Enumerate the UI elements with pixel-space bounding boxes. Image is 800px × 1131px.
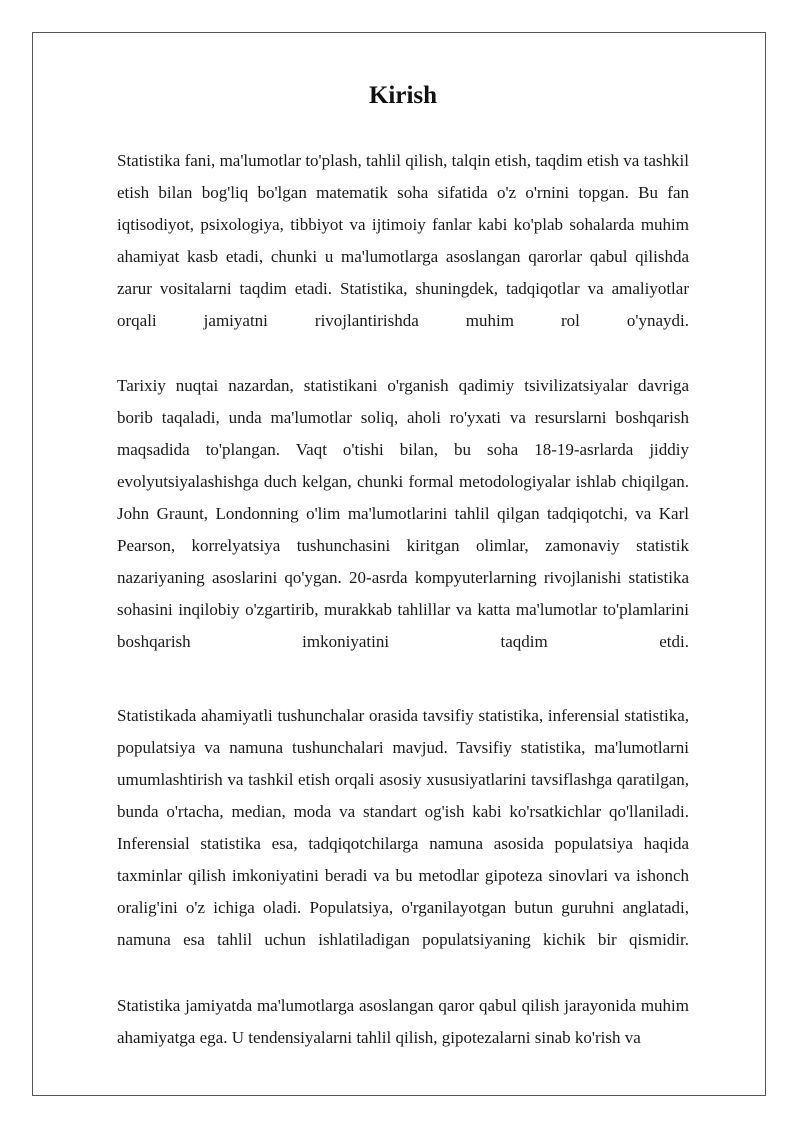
document-page (32, 32, 766, 1096)
paragraph-introduction: Statistika fani, ma'lumotlar to'plash, tahlil qilish, talqin etish, taqdim etish va tashkil etish bilan bog'liq bo'lgan matematik soha sifatida o'z o'rnini topgan. Bu fan iqtisodiyot, psixologiya, tibbiyot va ijtimoiy fanlar kabi ko'plab sohalarda muhim ahamiyat kasb etadi, chunki u ma'lumotlarga asoslangan qarorlar qabul qilishda zarur vositalarni taqdim etadi. Statistika, shuningdek, tadqiqotlar va amaliyotlar orqali jamiyatni rivojlantirishda muhim rol o'ynaydi. (117, 151, 689, 330)
document-title: Kirish (368, 82, 438, 109)
paragraph-concepts: Statistikada ahamiyatli tushunchalar orasida tavsifiy statistika, inferensial statistika, populatsiya va namuna tushunchalari mavjud. Tavsifiy statistika, ma'lumotlarni umumlashtirish va tashkil etish orqali asosiy xususiyatlarini tavsiflashga qaratilgan, bunda o'rtacha, median, moda va standart og'ish kabi ko'rsatkichlar qo'llaniladi. Inferensial statistika esa, tadqiqotchilarga namuna asosida populatsiya haqida taxminlar qilish imkoniyatini beradi va bu metodlar gipoteza sinovlari va ishonch oralig'ini o'z ichiga oladi. Populatsiya, o'rganilayotgan butun guruhni anglatadi, namuna esa tahlil uchun ishlatiladigan populatsiyaning kichik bir qismidir. (117, 706, 689, 949)
paragraph-history: Tarixiy nuqtai nazardan, statistikani o'rganish qadimiy tsivilizatsiyalar davriga borib taqaladi, unda ma'lumotlar soliq, aholi ro'yxati va resurslarni boshqarish maqsadida to'plangan. Vaqt o'tishi bilan, bu soha 18-19-asrlarda jiddiy evolyutsiyalashishga duch kelgan, chunki formal metodologiyalar ishlab chiqilgan. John Graunt, Londonning o'lim ma'lumotlarini tahlil qilgan tadqiqotchi, va Karl Pearson, korrelyatsiya tushunchasini kiritgan olimlar, zamonaviy statistik nazariyaning asoslarini qo'ygan. 20-asrda kompyuterlarning rivojlanishi statistika sohasini inqilobiy o'zgartirib, murakkab tahlillar va katta ma'lumotlar to'plamlarini boshqarish imkoniyatini taqdim etdi. (117, 376, 689, 651)
paragraph-importance: Statistika jamiyatda ma'lumotlarga asoslangan qaror qabul qilish jarayonida muhim ahamiyatga ega. U tendensiyalarni tahlil qilish, gipotezalarni sinab ko'rish va (117, 996, 689, 1047)
